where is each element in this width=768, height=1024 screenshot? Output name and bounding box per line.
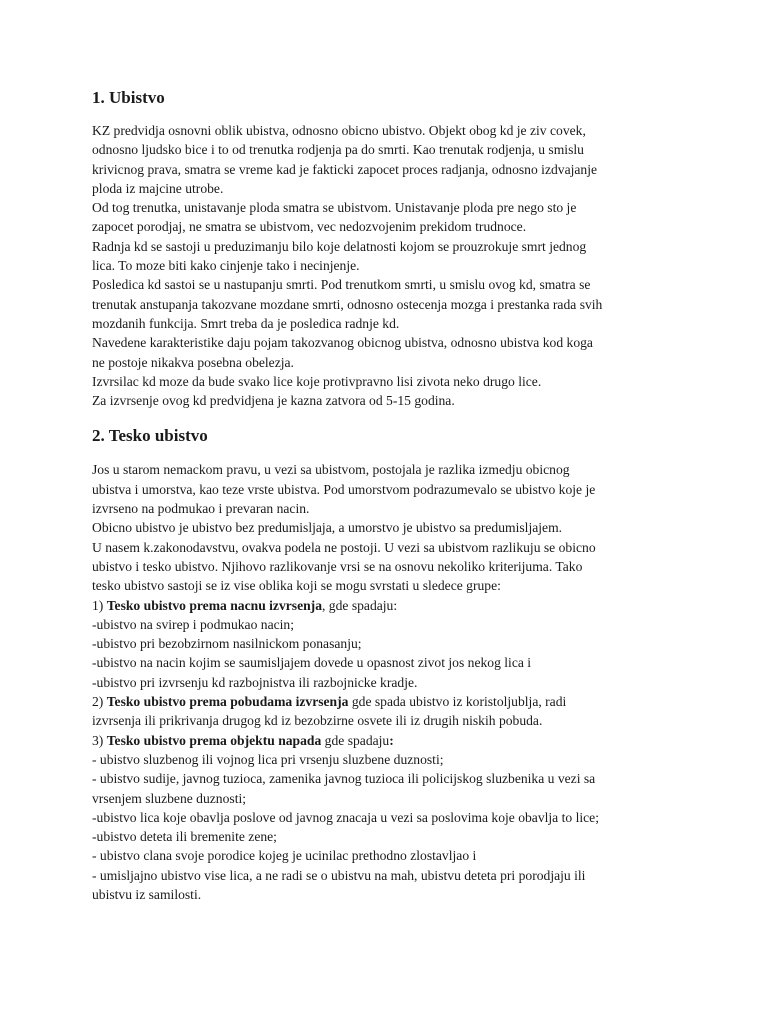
group-suffix: gde spadaju	[321, 732, 390, 748]
paragraph-line: Posledica kd sastoi se u nastupanju smrti. Pod trenutkom smrti, u smislu ovog kd, smatra se	[92, 277, 591, 293]
paragraph-line: Obicno ubistvo je ubistvo bez predumisljaja, a umorstvo je ubistvo sa predumisljajem.	[92, 520, 563, 536]
list-item: -ubistvo pri bezobzirnom nasilnickom ponasanju;	[92, 636, 362, 652]
paragraph-line: trenutak anstupanja takozvane mozdane smrti, odnosno ostecenja mozga i prestanka rada svih	[92, 296, 603, 312]
section-2-heading: 2. Tesko ubistvo	[92, 426, 208, 446]
paragraph-line: zapocet porodjaj, ne smatra se ubistvom, vec nedozvojenim prekidom trudnoce.	[92, 219, 527, 235]
list-item: - ubistvo sudije, javnog tuzioca, zamenika javnog tuzioca ili policijskog sluzbenika u vezi sa	[92, 771, 596, 787]
group-number: 3)	[92, 732, 107, 748]
paragraph-line: izvrseno na podmukao i prevaran nacin.	[92, 501, 310, 517]
paragraph-line: ubistva i umorstva, kao teze vrste ubistva. Pod umorstvom podrazumevalo se ubistvo koje je	[92, 481, 596, 497]
paragraph-line: Od tog trenutka, unistavanje ploda smatra se ubistvom. Unistavanje ploda pre nego sto je	[92, 200, 577, 216]
group-suffix: gde spada ubistvo iz koristoljublja, radi	[348, 694, 567, 710]
paragraph-line: lica. To moze biti kako cinjenje tako i necinjenje.	[92, 258, 360, 274]
paragraph-line: Jos u starom nemackom pravu, u vezi sa ubistvom, postojala je razlika izmedju obicnog	[92, 462, 570, 478]
group-2-heading	[92, 692, 688, 711]
group-title: Tesko ubistvo prema objektu napada	[106, 732, 322, 748]
paragraph-line: izvrsenja ili prikrivanja drugog kd iz bezobzirne osvete ili iz drugih niskih pobuda.	[92, 713, 543, 729]
list-item: -ubistvo na nacin kojim se saumisljajem dovede u opasnost zivot jos nekog lica i	[92, 655, 532, 671]
paragraph-line: odnosno ljudsko bice i to od trenutka rodjenja pa do smrti. Kao trenutak rodjenja, u smislu	[92, 142, 584, 158]
paragraph-line: KZ predvidja osnovni oblik ubistva, odnosno obicno ubistvo. Objekt obog kd je ziv covek,	[92, 123, 586, 138]
paragraph-line: ploda iz majcine utrobe.	[92, 180, 224, 196]
group-colon: :	[389, 732, 394, 748]
list-item: - umisljajno ubistvo vise lica, a ne radi se o ubistvu na mah, ubistvu deteta pri porodjaju ili	[92, 867, 586, 883]
group-title: Tesko ubistvo prema pobudama izvrsenja	[106, 694, 349, 710]
paragraph-line: Navedene karakteristike daju pojam takozvanog obicnog ubistva, odnosno ubistva kod koga	[92, 335, 593, 351]
section-2-body	[92, 460, 688, 904]
list-item: -ubistvo deteta ili bremenite zene;	[92, 829, 277, 845]
paragraph-line: Izvrsilac kd moze da bude svako lice koje protivpravno lisi zivota neko drugo lice.	[92, 373, 542, 389]
list-item: vrsenjem sluzbene duznosti;	[92, 790, 247, 806]
group-suffix: , gde spadaju:	[322, 597, 398, 613]
paragraph-line: Radnja kd se sastoji u preduzimanju bilo koje delatnosti kojom se prouzrokuje smrt jednog	[92, 238, 587, 254]
group-3-heading	[92, 731, 688, 750]
list-item: -ubistvo lica koje obavlja poslove od javnog znacaja u vezi sa poslovima koje obavlja to lice;	[92, 809, 599, 825]
list-item: -ubistvo pri izvrsenju kd razbojnistva ili razbojnicke kradje.	[92, 674, 418, 690]
list-item: - ubistvo sluzbenog ili vojnog lica pri vrsenju sluzbene duznosti;	[92, 751, 444, 767]
paragraph-line: tesko ubistvo sastoji se iz vise oblika koji se mogu svrstati u sledece grupe:	[92, 578, 501, 594]
list-item: - ubistvo clana svoje porodice kojeg je ucinilac prethodno zlostavljao i	[92, 848, 477, 864]
list-item: -ubistvo na svirep i podmukao nacin;	[92, 616, 294, 632]
group-number: 2)	[92, 694, 107, 710]
paragraph-line: mozdanih funkcija. Smrt treba da je posledica radnje kd.	[92, 315, 400, 331]
section-1-body	[92, 121, 688, 410]
paragraph-line: Za izvrsenje ovog kd predvidjena je kazna zatvora od 5-15 godina.	[92, 393, 455, 409]
paragraph-line: ubistvo i tesko ubistvo. Njihovo razlikovanje vrsi se na osnovu nekoliko kriterijuma. Tako	[92, 558, 583, 574]
paragraph-line: ne postoje nikakva posebna obelezja.	[92, 354, 294, 370]
paragraph-line: U nasem k.zakonodavstvu, ovakva podela ne postoji. U vezi sa ubistvom razlikuju se obicno	[92, 539, 596, 555]
section-1-heading: 1. Ubistvo	[92, 88, 165, 107]
group-1-heading	[92, 596, 688, 615]
group-number: 1)	[92, 597, 107, 613]
list-item: ubistvu iz samilosti.	[92, 886, 202, 902]
paragraph-line: krivicnog prava, smatra se vreme kad je fakticki zapocet proces radjanja, odnosno izdvajanje	[92, 161, 598, 177]
group-title: Tesko ubistvo prema nacnu izvrsenja	[106, 597, 322, 613]
